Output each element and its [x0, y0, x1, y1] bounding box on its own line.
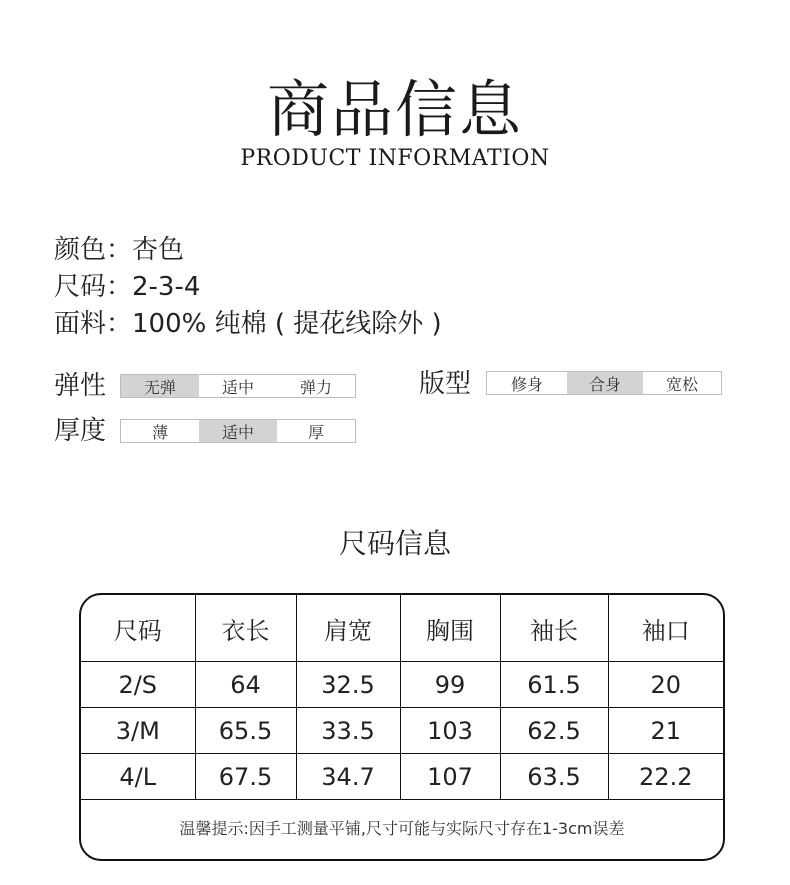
header-cell: 衣长 — [195, 595, 296, 662]
table-cell: 99 — [400, 662, 500, 708]
table-cell: 107 — [400, 754, 500, 800]
fit-option-0: 修身 — [510, 374, 543, 394]
header-cell: 肩宽 — [296, 595, 400, 662]
table-cell: 67.5 — [195, 754, 296, 800]
table-cell: 2/S — [81, 662, 195, 708]
size-table-container — [79, 593, 725, 861]
thickness-option-0: 薄 — [151, 422, 168, 442]
thickness-option-2: 厚 — [307, 422, 324, 442]
fit-option-1: 合身 — [567, 372, 643, 394]
thickness-option-1: 适中 — [199, 420, 277, 442]
page-title-cn: 商品信息 — [266, 73, 523, 146]
table-cell: 21 — [608, 708, 723, 754]
measurement-note: 温馨提示:因手工测量平铺,尺寸可能与实际尺寸存在1-3cm误差 — [179, 819, 625, 838]
info-color: 颜色：杏色 — [54, 235, 185, 265]
table-cell: 61.5 — [500, 662, 608, 708]
table-cell: 4/L — [81, 754, 195, 800]
elasticity-options — [120, 374, 356, 398]
table-cell: 3/M — [81, 708, 195, 754]
header-cell: 袖口 — [608, 595, 723, 662]
thickness-options — [120, 419, 356, 443]
table-cell: 34.7 — [296, 754, 400, 800]
fit-option-2: 宽松 — [665, 374, 698, 394]
elasticity-option-1: 适中 — [221, 377, 254, 397]
table-cell: 103 — [400, 708, 500, 754]
table-row — [81, 708, 723, 754]
info-fabric: 面料：100% 纯棉 ( 提花线除外 ) — [54, 309, 442, 339]
table-cell: 64 — [195, 662, 296, 708]
table-cell: 33.5 — [296, 708, 400, 754]
elasticity-option-2: 弹力 — [299, 377, 332, 397]
header-cell: 袖长 — [500, 595, 608, 662]
elasticity-label: 弹性 — [54, 371, 107, 401]
size-table — [81, 595, 723, 800]
table-header-row — [81, 595, 723, 662]
thickness-label: 厚度 — [54, 416, 107, 446]
table-cell: 65.5 — [195, 708, 296, 754]
table-row — [81, 662, 723, 708]
table-cell: 22.2 — [608, 754, 723, 800]
elasticity-option-0: 无弹 — [121, 375, 199, 397]
page-title-en: PRODUCT INFORMATION — [240, 146, 550, 171]
header-cell: 尺码 — [81, 595, 195, 662]
fit-options — [486, 371, 722, 395]
header-cell: 胸围 — [400, 595, 500, 662]
table-row — [81, 754, 723, 800]
table-cell: 20 — [608, 662, 723, 708]
size-section-title: 尺码信息 — [338, 527, 451, 560]
info-size: 尺码：2-3-4 — [54, 272, 201, 302]
table-cell: 63.5 — [500, 754, 608, 800]
table-cell: 62.5 — [500, 708, 608, 754]
table-cell: 32.5 — [296, 662, 400, 708]
fit-label: 版型 — [419, 369, 472, 399]
